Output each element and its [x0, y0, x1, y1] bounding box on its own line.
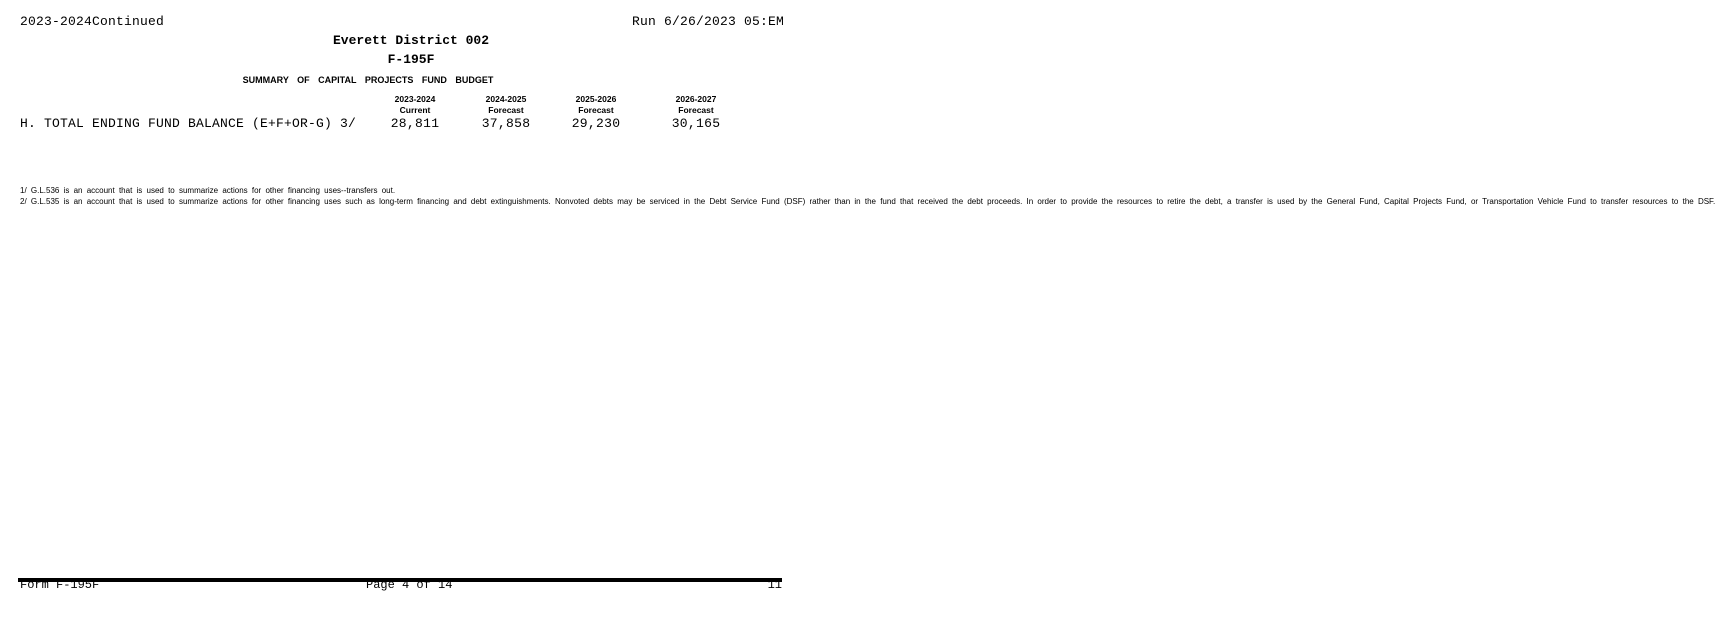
table-cell-value: 28,811 [390, 116, 440, 131]
footnote-1: 1/ G.L.536 is an account that is used to summarize actions for other financing uses--transfers out. [20, 186, 396, 195]
header-left-text: 2023-2024Continued [20, 14, 165, 29]
column-header [656, 94, 736, 116]
column-year: 2024-2025 [485, 94, 527, 104]
column-header [466, 94, 546, 116]
summary-title: SUMMARY OF CAPITAL PROJECTS FUND BUDGET [242, 75, 494, 85]
column-type: Forecast [488, 105, 524, 115]
row-label-total-ending-fund-balance: H. TOTAL ENDING FUND BALANCE (E+F+OR-G) 3/ [20, 116, 357, 131]
footer-form-label: Form F-195F [20, 578, 100, 592]
district-title: Everett District 002 [332, 33, 490, 48]
column-type: Forecast [678, 105, 714, 115]
column-header [375, 94, 455, 116]
table-cell-value: 29,230 [571, 116, 621, 131]
column-type: Forecast [578, 105, 614, 115]
footer-page-number: Page 4 of 14 [366, 578, 453, 592]
footer-sheet-number: 11 [767, 578, 782, 592]
column-year: 2026-2027 [675, 94, 717, 104]
footnote-2: 2/ G.L.535 is an account that is used to summarize actions for other financing uses such as long-term financing and debt extinguishments. Nonvoted debts may be serviced in the Debt Service Fund (DSF) rather than in the fund that received the debt proceeds. In order to provide the resources to retire the debt, a transfer is used by the General Fund, Capital Projects Fund, or Transportation Vehicle Fund to transfer resources to the DSF. [20, 197, 1715, 207]
table-cell-value: 30,165 [671, 116, 721, 131]
header-run-date: Run 6/26/2023 05:EM [631, 14, 784, 29]
column-type: Current [399, 105, 431, 115]
form-title: F-195F [387, 52, 435, 67]
column-year: 2023-2024 [394, 94, 436, 104]
footnotes [20, 185, 1715, 207]
column-header [556, 94, 636, 116]
column-year: 2025-2026 [575, 94, 617, 104]
table-cell-value: 37,858 [481, 116, 531, 131]
